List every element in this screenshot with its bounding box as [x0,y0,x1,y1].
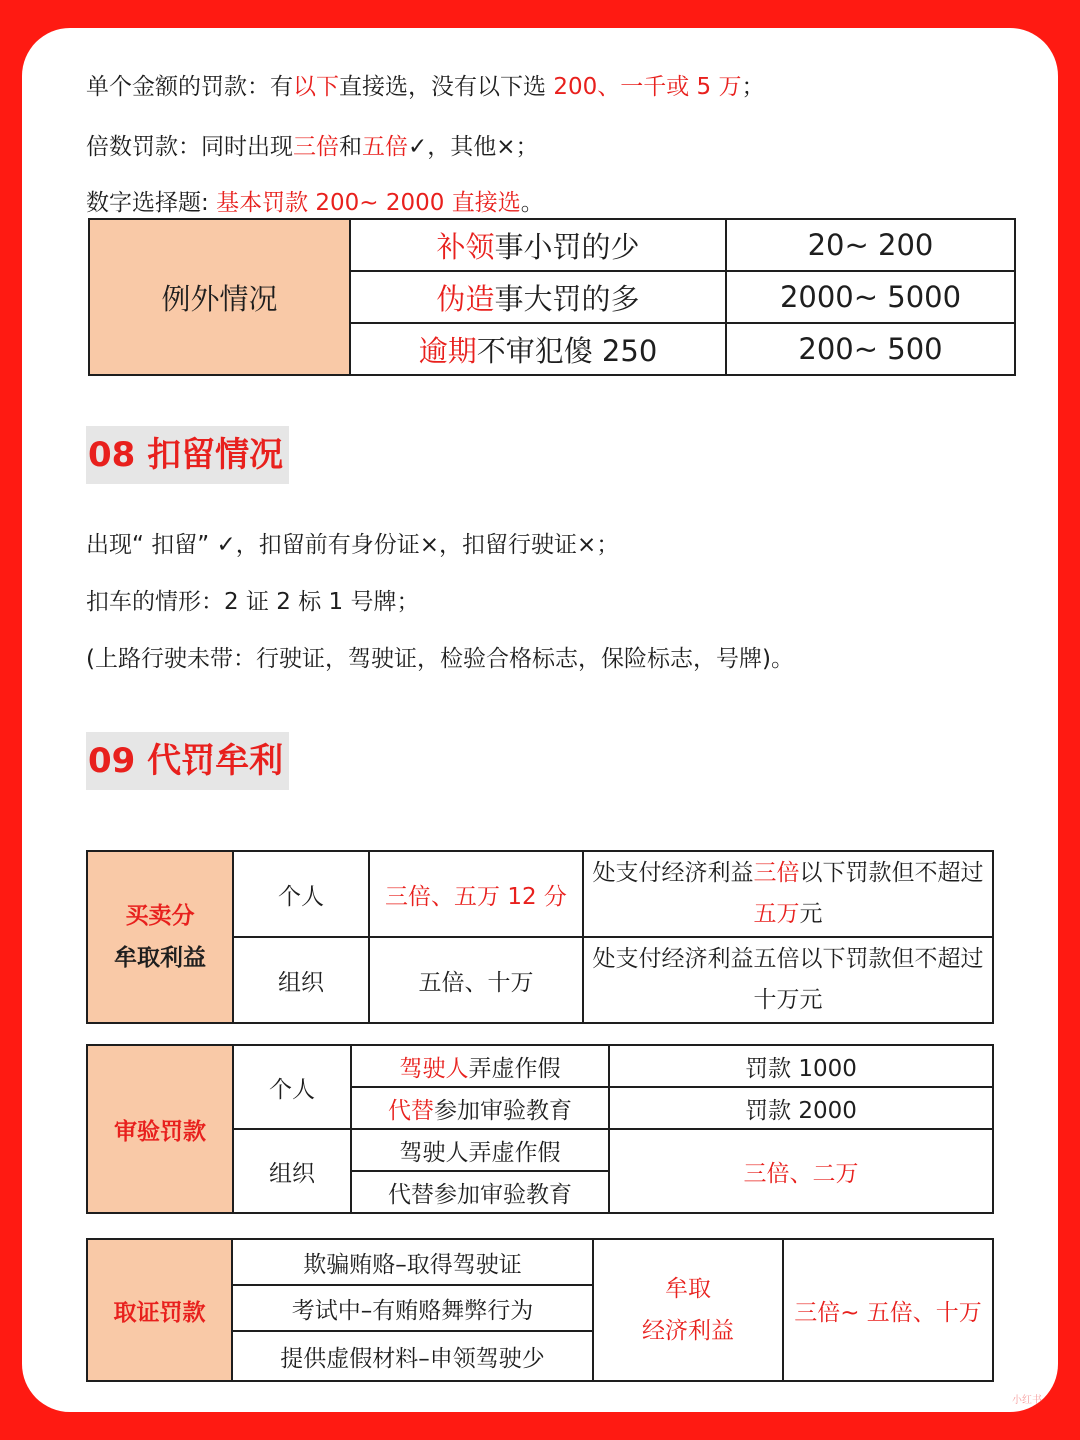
trade-label: 买卖分 牟取利益 [87,851,233,1023]
rule-highlight: 五倍 [362,134,408,160]
license-table [86,1238,994,1382]
exception-desc: 伪造事大罚的多 [350,271,726,323]
inspection-table [86,1044,994,1214]
license-item: 提供虚假材料–申领驾驶少 [232,1331,593,1381]
trade-org-penalty: 五倍、十万 [369,937,583,1023]
trade-personal-who: 个人 [233,851,369,937]
rule-text: 。 [520,190,544,216]
rule-text: 倍数罚款：同时出现 [86,134,293,160]
rule-numeric-choice [86,184,544,217]
trade-org-desc: 处支付经济利益五倍以下罚款但不超过十万元 [583,937,993,1023]
detention-line-2: 扣车的情形：2 证 2 标 1 号牌； [86,589,420,615]
table-row [87,1239,993,1285]
table-row [87,851,993,937]
inspection-item: 驾驶人弄虚作假 [351,1129,609,1171]
rule-text: ✓，其他×； [408,134,539,160]
exceptions-label: 例外情况 [89,219,350,375]
detention-line-1: 出现“ 扣留” ✓，扣留前有身份证×，扣留行驶证×； [86,532,620,558]
exception-range: 200~ 500 [726,323,1015,375]
inspection-item: 代替参加审验教育 [351,1171,609,1213]
inspection-item: 代替参加审验教育 [351,1087,609,1129]
rule-highlight: 200、一千或 5 万 [553,74,742,100]
license-benefit: 牟取 经济利益 [593,1239,783,1381]
exception-desc: 逾期不审犯傻 250 [350,323,726,375]
exception-desc: 补领事小罚的少 [350,219,726,271]
license-item: 考试中–有贿赂舞弊行为 [232,1285,593,1331]
license-label: 取证罚款 [87,1239,232,1381]
section-08-title: 08 扣留情况 [86,426,289,484]
detention-line-3: (上路行驶未带：行驶证，驾驶证，检验合格标志，保险标志，号牌)。 [86,646,794,672]
exception-range: 2000~ 5000 [726,271,1015,323]
trade-points-table [86,850,994,1024]
trade-personal-penalty: 三倍、五万 12 分 [369,851,583,937]
rule-multiple-fine [86,128,539,161]
rule-text: 单个金额的罚款：有 [86,74,293,100]
trade-org-who: 组织 [233,937,369,1023]
inspection-org-label: 组织 [233,1129,351,1213]
rule-text: 直接选，没有以下选 [339,74,554,100]
rule-single-amount [86,68,764,101]
inspection-fine: 罚款 2000 [609,1087,993,1129]
license-fine: 三倍~ 五倍、十万 [783,1239,993,1381]
trade-personal-desc: 处支付经济利益三倍以下罚款但不超过五万元 [583,851,993,937]
inspection-label: 审验罚款 [87,1045,233,1213]
content-card [22,28,1058,1412]
exception-range: 20~ 200 [726,219,1015,271]
inspection-org-fine: 三倍、二万 [609,1129,993,1213]
table-row [87,1045,993,1087]
rule-text: 和 [339,134,362,160]
rule-highlight: 以下 [293,74,339,100]
inspection-item: 驾驶人弄虚作假 [351,1045,609,1087]
inspection-personal-label: 个人 [233,1045,351,1129]
table-row [89,219,1015,271]
inspection-fine: 罚款 1000 [609,1045,993,1087]
watermark: 小红书 [1012,1395,1042,1406]
exceptions-table [88,218,1016,376]
section-09-title: 09 代罚牟利 [86,732,289,790]
rule-highlight: 三倍 [293,134,339,160]
rule-highlight: 基本罚款 200~ 2000 直接选 [216,190,521,216]
license-item: 欺骗贿赂–取得驾驶证 [232,1239,593,1285]
rule-text: ； [741,74,765,100]
rule-text: 数字选择题: [86,190,217,216]
